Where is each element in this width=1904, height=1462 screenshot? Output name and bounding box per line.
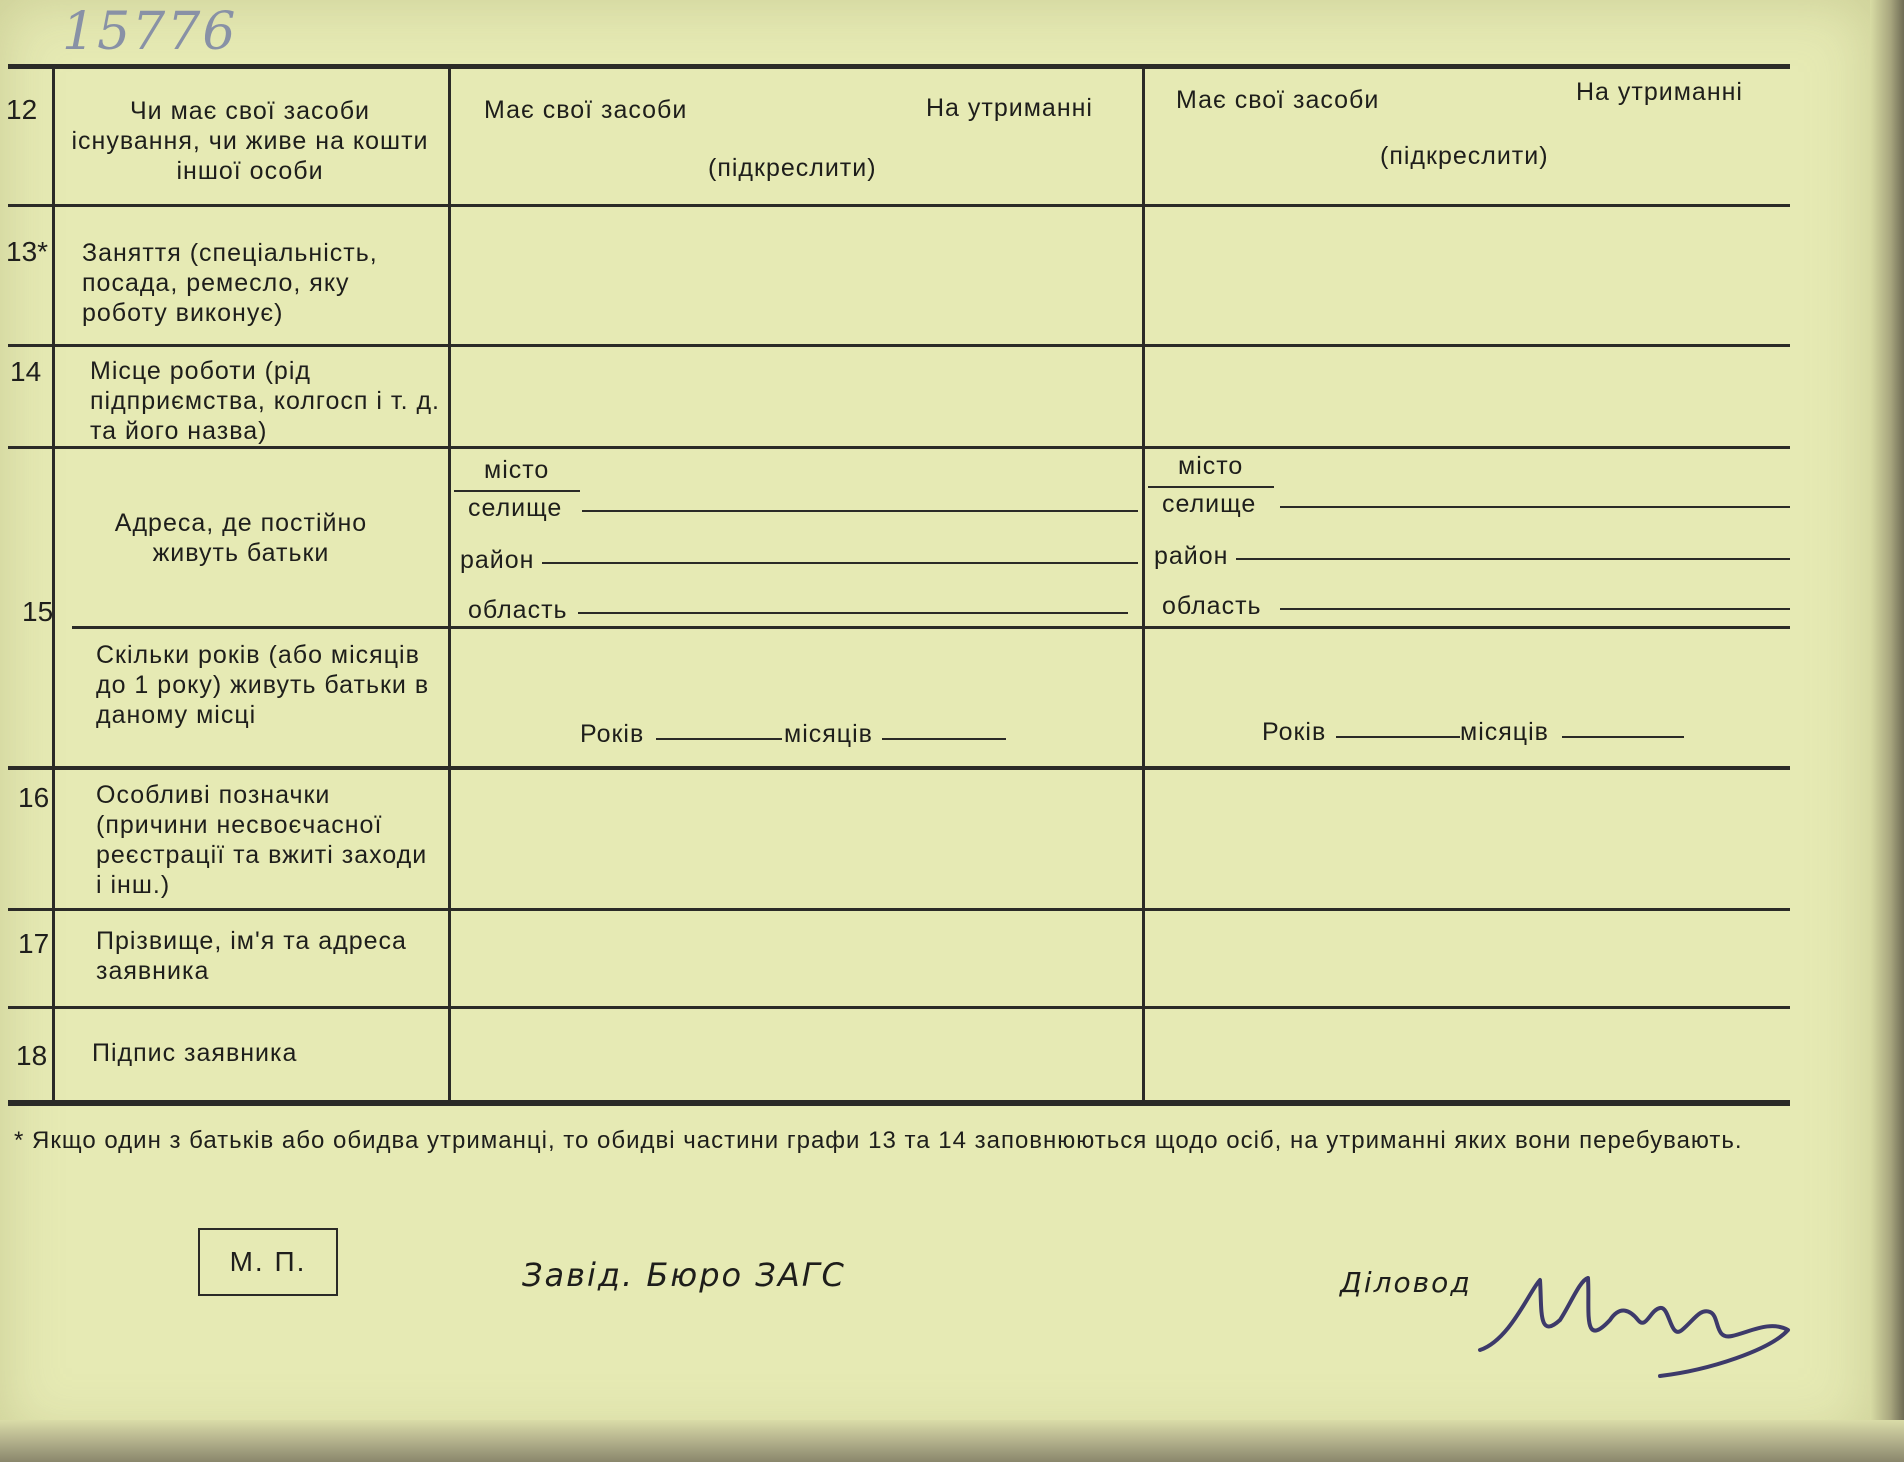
settlement-field-right[interactable] — [1280, 506, 1790, 508]
row-number-17: 17 — [18, 928, 50, 959]
underline-instruction-right: (підкреслити) — [1380, 142, 1549, 170]
region-field-left[interactable] — [578, 612, 1128, 614]
row-label-15-years: Скільки років (або місяців до 1 року) живуть батьки в даному місці — [96, 641, 430, 729]
row-number-15: 15 — [22, 596, 54, 627]
row-divider-15-inner — [72, 626, 1790, 629]
district-label-right: район — [1154, 542, 1229, 570]
region-label-left: область — [468, 596, 568, 624]
handwritten-number: 15776 — [62, 2, 238, 62]
label-column-divider — [448, 66, 451, 1102]
row-divider-17-18 — [8, 1006, 1790, 1009]
dependent-option-right: На утриманні — [1576, 78, 1743, 106]
years-label-right: Років — [1262, 718, 1327, 746]
row-divider-14-15 — [8, 446, 1790, 449]
row-label-18: Підпис заявника — [92, 1039, 298, 1067]
district-field-right[interactable] — [1236, 558, 1790, 560]
settlement-label-right: селище — [1162, 490, 1257, 518]
months-field-left[interactable] — [882, 738, 1006, 740]
row-divider-16-17 — [8, 908, 1790, 911]
means-option-right: Має свої засоби — [1176, 86, 1380, 114]
row-number-12: 12 — [6, 94, 38, 125]
months-label-left: місяців — [784, 720, 873, 748]
city-label-right: місто — [1178, 452, 1244, 480]
paper-edge-right — [1870, 0, 1904, 1462]
row-number-18: 18 — [16, 1040, 48, 1071]
region-field-right[interactable] — [1280, 608, 1790, 610]
city-underline-left — [454, 490, 580, 492]
number-column-divider — [52, 66, 55, 1102]
row-divider-15-16 — [8, 766, 1790, 770]
clerk-label: Діловод — [1340, 1266, 1472, 1299]
paper-edge-bottom — [0, 1420, 1904, 1462]
row-label-16: Особливі позначки (причини несвоєчасної реєстрації та вжиті заходи і інш.) — [96, 781, 428, 899]
settlement-field-left[interactable] — [582, 510, 1138, 512]
row-number-16: 16 — [18, 782, 50, 813]
months-field-right[interactable] — [1562, 736, 1684, 738]
row-label-17: Прізвище, ім'я та адреса заявника — [96, 927, 407, 985]
clerk-signature — [1470, 1250, 1810, 1390]
years-field-left[interactable] — [656, 738, 782, 740]
footnote: * Якщо один з батьків або обидва утриманці, то обидві частини графи 13 та 14 заповнюються щодо осіб, на утриманні яких вони перебувають. — [14, 1127, 1743, 1154]
settlement-label-left: селище — [468, 494, 563, 522]
row-label-13: Заняття (спеціальність, посада, ремесло, яку роботу виконує) — [82, 239, 378, 327]
row-label-14: Місце роботи (рід підприємства, колгосп і т. д. та його назва) — [90, 357, 440, 445]
stamp-placeholder: М. П. — [198, 1228, 338, 1296]
row-label-12: Чи має свої засоби існування, чи живе на кошти іншої особи — [71, 97, 429, 185]
district-label-left: район — [460, 546, 535, 574]
row-number-13: 13* — [6, 236, 49, 267]
row-label-15-address: Адреса, де постійно живуть батьки — [114, 509, 368, 567]
months-label-right: місяців — [1460, 718, 1549, 746]
row-number-14: 14 — [10, 356, 42, 387]
parent-columns-divider — [1142, 66, 1145, 1102]
city-label-left: місто — [484, 456, 550, 484]
bottom-border — [8, 1100, 1790, 1106]
means-option-left: Має свої засоби — [484, 96, 688, 124]
years-label-left: Років — [580, 720, 645, 748]
years-field-right[interactable] — [1336, 736, 1460, 738]
region-label-right: область — [1162, 592, 1262, 620]
row-divider-13-14 — [8, 344, 1790, 347]
row-divider-12-13 — [8, 204, 1790, 207]
city-underline-right — [1148, 486, 1274, 488]
top-border — [8, 64, 1790, 69]
dependent-option-left: На утриманні — [926, 94, 1093, 122]
head-of-bureau-label: Завід. Бюро ЗАГС — [522, 1256, 846, 1294]
district-field-left[interactable] — [542, 562, 1138, 564]
underline-instruction-left: (підкреслити) — [708, 154, 877, 182]
